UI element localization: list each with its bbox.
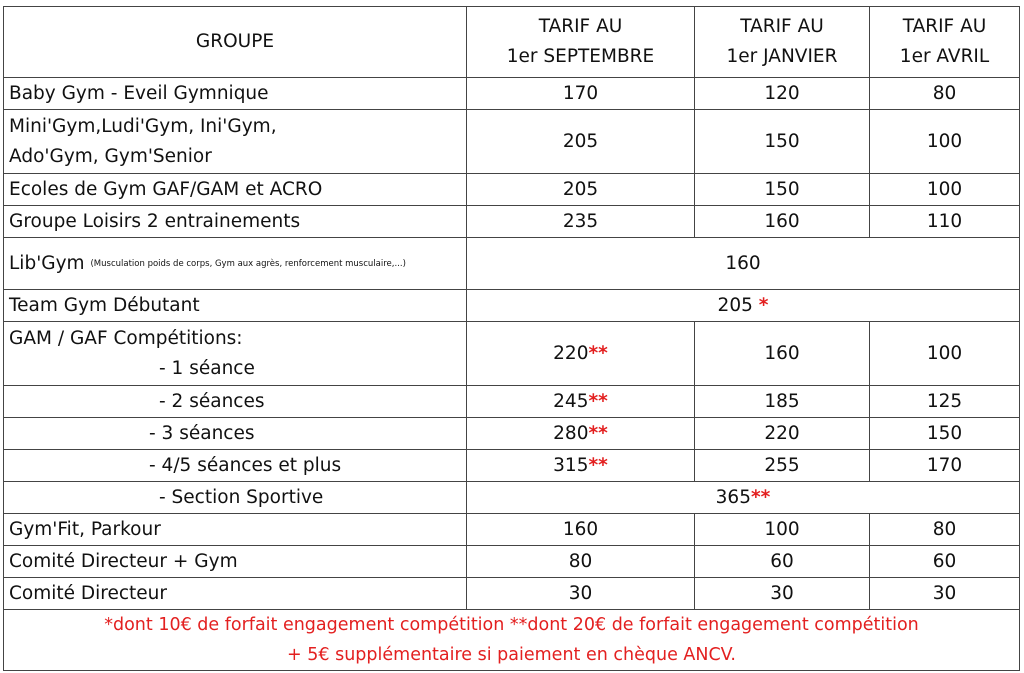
footnote-row — [4, 610, 1020, 671]
price-avr: 80 — [870, 78, 1020, 110]
price-sept: 280** — [467, 418, 695, 450]
price-sept: 170 — [467, 78, 695, 110]
price-sept: 30 — [467, 578, 695, 610]
group-cell: Comité Directeur — [4, 578, 467, 610]
header-sept: TARIF AU 1er SEPTEMBRE — [467, 7, 695, 78]
price-avr: 150 — [870, 418, 1020, 450]
price-sept: 315** — [467, 450, 695, 482]
header-groupe: GROUPE — [4, 7, 467, 78]
price-merged: 365** — [467, 482, 1020, 514]
group-cell: - 4/5 séances et plus — [4, 450, 467, 482]
star-mark: ** — [588, 454, 608, 476]
group-label: Lib'Gym — [9, 252, 85, 274]
price-sept: 80 — [467, 546, 695, 578]
footnote-line1: *dont 10€ de forfait engagement compétition **dont 20€ de forfait engagement compétition — [104, 615, 919, 635]
price-avr: 100 — [870, 174, 1020, 206]
table-row — [4, 450, 1020, 482]
price-avr: 100 — [870, 322, 1020, 386]
group-cell: Team Gym Débutant — [4, 290, 467, 322]
price-avr: 110 — [870, 206, 1020, 238]
star-mark: ** — [588, 422, 608, 444]
table-row — [4, 322, 1020, 386]
price-avr: 125 — [870, 386, 1020, 418]
price-avr: 30 — [870, 578, 1020, 610]
footnote-line2: + 5€ supplémentaire si paiement en chèque ANCV. — [287, 645, 736, 665]
group-cell: Baby Gym - Eveil Gymnique — [4, 78, 467, 110]
header-avr: TARIF AU 1er AVRIL — [870, 7, 1020, 78]
price-jan: 185 — [695, 386, 870, 418]
price-sept: 160 — [467, 514, 695, 546]
footnote-cell — [4, 610, 1020, 671]
price-sept: 220** — [467, 322, 695, 386]
group-cell: Gym'Fit, Parkour — [4, 514, 467, 546]
header-row — [4, 7, 1020, 78]
table-row — [4, 514, 1020, 546]
price-avr: 60 — [870, 546, 1020, 578]
price-jan: 30 — [695, 578, 870, 610]
star-mark: ** — [588, 390, 608, 412]
table-row — [4, 110, 1020, 174]
group-cell: - 3 séances — [4, 418, 467, 450]
price-sept: 205 — [467, 110, 695, 174]
price-sept: 205 — [467, 174, 695, 206]
star-mark: ** — [750, 486, 771, 508]
group-cell: Ecoles de Gym GAF/GAM et ACRO — [4, 174, 467, 206]
group-cell: - Section Sportive — [4, 482, 467, 514]
price-avr: 100 — [870, 110, 1020, 174]
star-mark: * — [758, 294, 769, 316]
price-jan: 220 — [695, 418, 870, 450]
price-jan: 160 — [695, 206, 870, 238]
group-cell: Mini'Gym,Ludi'Gym, Ini'Gym, Ado'Gym, Gym'Senior — [4, 110, 467, 174]
table-row — [4, 482, 1020, 514]
table-row — [4, 578, 1020, 610]
price-jan: 120 — [695, 78, 870, 110]
price-jan: 150 — [695, 174, 870, 206]
group-cell: - 2 séances — [4, 386, 467, 418]
table-row — [4, 418, 1020, 450]
header-jan: TARIF AU 1er JANVIER — [695, 7, 870, 78]
table-row — [4, 174, 1020, 206]
tarifs-table-container — [3, 6, 1019, 671]
table-row — [4, 386, 1020, 418]
price-avr: 80 — [870, 514, 1020, 546]
price-jan: 100 — [695, 514, 870, 546]
price-jan: 60 — [695, 546, 870, 578]
table-row — [4, 206, 1020, 238]
table-row — [4, 78, 1020, 110]
price-sept: 245** — [467, 386, 695, 418]
tarifs-table — [3, 6, 1020, 671]
table-row — [4, 238, 1020, 290]
group-cell — [4, 238, 467, 290]
price-jan: 150 — [695, 110, 870, 174]
group-cell: Comité Directeur + Gym — [4, 546, 467, 578]
table-row — [4, 290, 1020, 322]
price-jan: 160 — [695, 322, 870, 386]
price-merged: 160 — [467, 238, 1020, 290]
price-merged: 205 * — [467, 290, 1020, 322]
group-cell: Groupe Loisirs 2 entrainements — [4, 206, 467, 238]
price-sept: 235 — [467, 206, 695, 238]
group-note: (Musculation poids de corps, Gym aux agrès, renforcement musculaire,...) — [90, 258, 406, 269]
price-jan: 255 — [695, 450, 870, 482]
table-row — [4, 546, 1020, 578]
price-avr: 170 — [870, 450, 1020, 482]
star-mark: ** — [588, 342, 608, 364]
group-cell: GAM / GAF Compétitions: - 1 séance — [4, 322, 467, 386]
